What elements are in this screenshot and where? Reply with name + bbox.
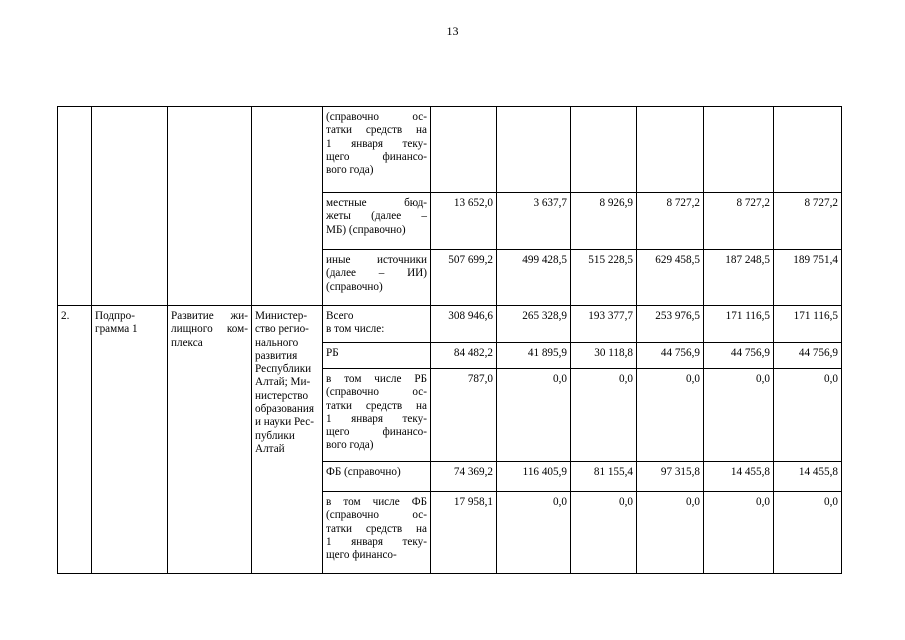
cell-line: лищного ком- bbox=[171, 323, 248, 336]
empty-cell bbox=[58, 107, 92, 306]
cell-line: Алтай; Ми- bbox=[255, 376, 311, 389]
cell-line: щего финансо- bbox=[326, 150, 427, 163]
value-cell: 30 118,8 bbox=[571, 343, 637, 369]
cell-line: татки средств на bbox=[326, 399, 427, 412]
cell-line: щего финансо- bbox=[326, 549, 397, 562]
value-cell: 308 946,6 bbox=[431, 306, 497, 343]
value-cell bbox=[774, 107, 842, 193]
value-cell bbox=[571, 107, 637, 193]
value-cell: 41 895,9 bbox=[497, 343, 571, 369]
value-cell bbox=[637, 107, 704, 193]
page-number: 13 bbox=[446, 24, 459, 38]
funding-source-cell bbox=[323, 343, 431, 369]
value-cell: 507 699,2 bbox=[431, 250, 497, 306]
value-cell: 44 756,9 bbox=[774, 343, 842, 369]
table-row bbox=[58, 107, 842, 193]
value-cell: 8 727,2 bbox=[704, 193, 774, 250]
cell-line: 1 января теку- bbox=[326, 137, 427, 150]
value-cell: 8 926,9 bbox=[571, 193, 637, 250]
cell-line: МБ) (справочно) bbox=[326, 223, 406, 236]
value-cell: 171 116,5 bbox=[774, 306, 842, 343]
cell-line: вого года) bbox=[326, 439, 374, 452]
value-cell: 0,0 bbox=[774, 492, 842, 574]
value-cell bbox=[704, 107, 774, 193]
value-cell: 3 637,7 bbox=[497, 193, 571, 250]
funding-source-cell bbox=[323, 369, 431, 462]
value-cell: 0,0 bbox=[497, 369, 571, 462]
funding-source-cell bbox=[323, 462, 431, 492]
cell-line: (далее – ИИ) bbox=[326, 267, 427, 280]
cell-line: ФБ (справочно) bbox=[326, 466, 401, 478]
cell-line: развития bbox=[255, 349, 298, 362]
cell-line: жеты (далее – bbox=[326, 210, 427, 223]
cell-line: вого года) bbox=[326, 164, 374, 177]
cell-line: (справочно ос- bbox=[326, 111, 427, 123]
cell-line: Развитие жи- bbox=[171, 310, 248, 322]
cell-line: плекса bbox=[171, 336, 203, 349]
value-cell: 116 405,9 bbox=[497, 462, 571, 492]
cell-line: Министер- bbox=[255, 310, 308, 322]
funding-source-cell bbox=[323, 250, 431, 306]
value-cell: 0,0 bbox=[637, 369, 704, 462]
cell-line: Республики bbox=[255, 363, 312, 376]
cell-line: нистерство bbox=[255, 389, 309, 402]
funding-source-cell bbox=[323, 107, 431, 193]
value-cell: 84 482,2 bbox=[431, 343, 497, 369]
value-cell: 97 315,8 bbox=[637, 462, 704, 492]
value-cell: 0,0 bbox=[571, 369, 637, 462]
cell-line: татки средств на bbox=[326, 522, 427, 535]
value-cell: 253 976,5 bbox=[637, 306, 704, 343]
value-cell: 515 228,5 bbox=[571, 250, 637, 306]
cell-line: и науки Рес- bbox=[255, 416, 314, 429]
cell-line: местные бюд- bbox=[326, 197, 427, 209]
value-cell: 171 116,5 bbox=[704, 306, 774, 343]
cell-line: (справочно) bbox=[326, 280, 383, 293]
cell-line: 1 января теку- bbox=[326, 535, 427, 548]
empty-cell bbox=[168, 107, 252, 306]
value-cell: 44 756,9 bbox=[704, 343, 774, 369]
value-cell: 499 428,5 bbox=[497, 250, 571, 306]
cell-line: Всего bbox=[326, 310, 354, 322]
cell-line: Подпро- bbox=[95, 310, 135, 322]
value-cell: 17 958,1 bbox=[431, 492, 497, 574]
subprogram-name-cell bbox=[92, 306, 168, 574]
funding-source-cell bbox=[323, 193, 431, 250]
value-cell: 629 458,5 bbox=[637, 250, 704, 306]
budget-table bbox=[57, 106, 842, 574]
value-cell: 13 652,0 bbox=[431, 193, 497, 250]
cell-line: ство регио- bbox=[255, 323, 309, 336]
value-cell: 0,0 bbox=[704, 369, 774, 462]
cell-line: в том числе ФБ bbox=[326, 496, 427, 508]
value-cell bbox=[497, 107, 571, 193]
cell-line: щего финансо- bbox=[326, 426, 427, 439]
value-cell: 74 369,2 bbox=[431, 462, 497, 492]
value-cell: 787,0 bbox=[431, 369, 497, 462]
cell-line: иные источники bbox=[326, 254, 427, 266]
value-cell: 0,0 bbox=[704, 492, 774, 574]
value-cell: 8 727,2 bbox=[774, 193, 842, 250]
value-cell: 81 155,4 bbox=[571, 462, 637, 492]
cell-line: (справочно ос- bbox=[326, 386, 427, 399]
value-cell: 265 328,9 bbox=[497, 306, 571, 343]
value-cell: 193 377,7 bbox=[571, 306, 637, 343]
cell-line: в том числе РБ bbox=[326, 373, 427, 385]
cell-line: образования bbox=[255, 403, 315, 416]
responsible-executor-cell bbox=[252, 306, 323, 574]
value-cell: 187 248,5 bbox=[704, 250, 774, 306]
value-cell: 0,0 bbox=[774, 369, 842, 462]
value-cell: 14 455,8 bbox=[774, 462, 842, 492]
subprogram-number-cell: 2. bbox=[58, 306, 92, 574]
value-cell: 44 756,9 bbox=[637, 343, 704, 369]
value-cell: 0,0 bbox=[571, 492, 637, 574]
value-cell: 0,0 bbox=[497, 492, 571, 574]
cell-line: татки средств на bbox=[326, 124, 427, 137]
cell-line: грамма 1 bbox=[95, 323, 138, 336]
value-cell: 0,0 bbox=[637, 492, 704, 574]
cell-line: нального bbox=[255, 336, 299, 349]
table-row bbox=[58, 306, 842, 343]
funding-source-cell bbox=[323, 306, 431, 343]
cell-line: в том числе: bbox=[326, 323, 385, 336]
cell-line: Алтай bbox=[255, 442, 285, 455]
value-cell: 189 751,4 bbox=[774, 250, 842, 306]
subprogram-goal-cell bbox=[168, 306, 252, 574]
funding-source-cell bbox=[323, 492, 431, 574]
cell-line: публики bbox=[255, 429, 295, 442]
empty-cell bbox=[92, 107, 168, 306]
cell-line: 1 января теку- bbox=[326, 412, 427, 425]
value-cell: 14 455,8 bbox=[704, 462, 774, 492]
cell-line: (справочно ос- bbox=[326, 509, 427, 522]
empty-cell bbox=[252, 107, 323, 306]
value-cell: 8 727,2 bbox=[637, 193, 704, 250]
value-cell bbox=[431, 107, 497, 193]
cell-line: РБ bbox=[326, 347, 339, 359]
